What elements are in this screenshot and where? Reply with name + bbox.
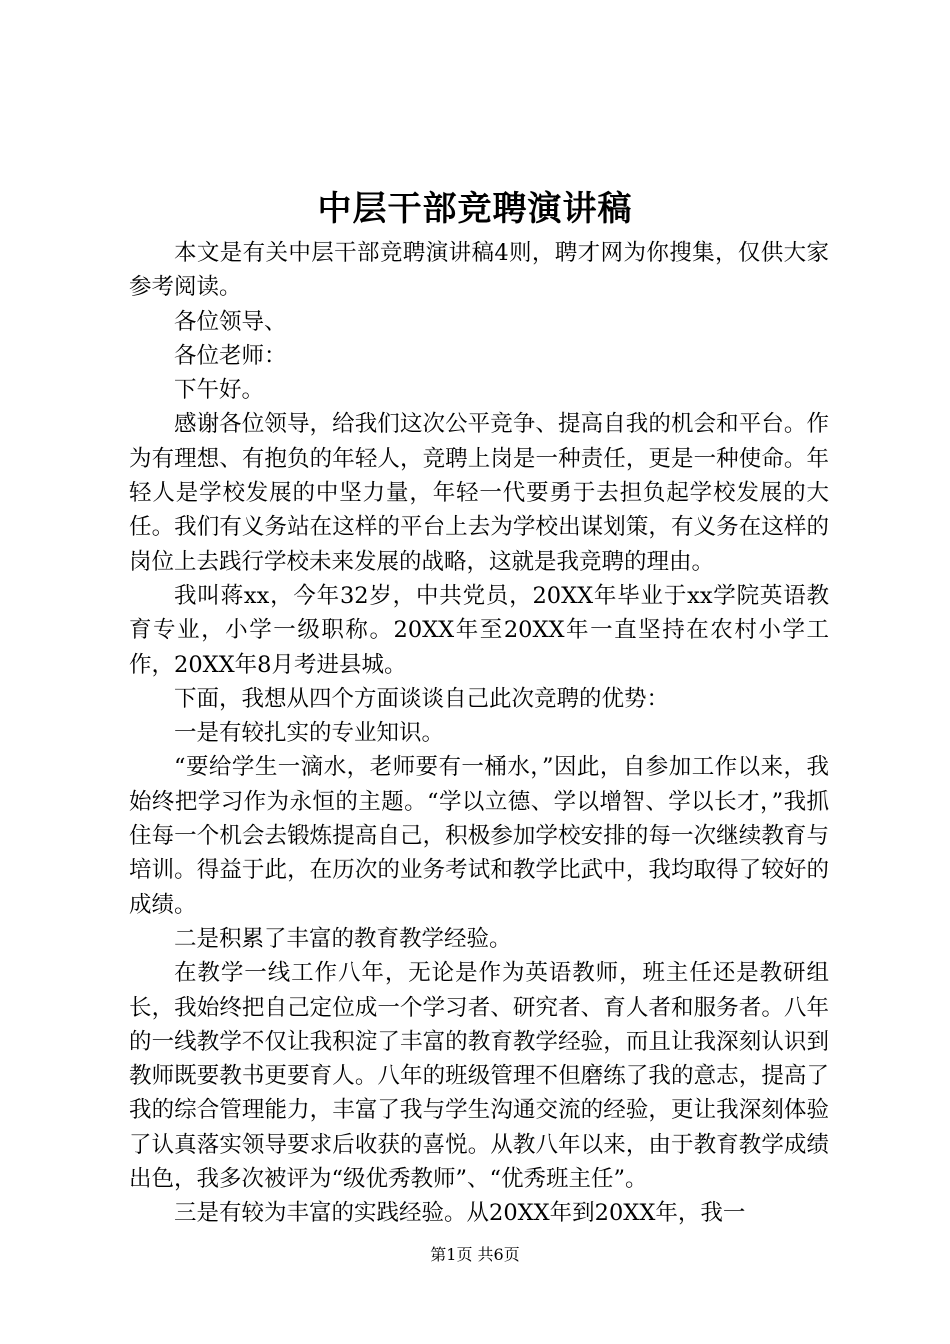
paragraph: 在教学一线工作八年，无论是作为英语教师，班主任还是教研组长，我始终把自己定位成一个学习者、研究者、育人者和服务者。八年的一线教学不仅让我积淀了丰富的教育教学经验，而且让我深刻认识到教师既要教书更要育人。八年的班级管理不但磨练了我的意志，提高了我的综合管理能力，丰富了我与学生沟通交流的经验，更让我深刻体验了认真落实领导要求后收获的喜悦。从教八年以来，由于教育教学成绩出色，我多次被评为“级优秀教师”、“优秀班主任”。: [129, 960, 829, 1193]
paragraph: 一是有较扎实的专业知识。: [174, 720, 445, 747]
paragraph: “要给学生一滴水，老师要有一桶水，”因此，自参加工作以来，我始终把学习作为永恒的主题。“学以立德、学以增智、学以长才，”我抓住每一个机会去锻炼提高自己，积极参加学校安排的每一次继续教育与培训。得益于此，在历次的业务考试和教学比武中，我均取得了较好的成绩。: [129, 754, 829, 918]
paragraph: 各位领导、: [174, 308, 287, 335]
paragraph: 下午好。: [174, 377, 265, 404]
paragraph: 感谢各位领导，给我们这次公平竞争、提高自我的机会和平台。作为有理想、有抱负的年轻人，竞聘上岗是一种责任，更是一种使命。年轻人是学校发展的中坚力量，年轻一代要勇于去担负起学校发展的大任。我们有义务站在这样的平台上去为学校出谋划策，有义务在这样的岗位上去践行学校未来发展的战略，这就是我竞聘的理由。: [129, 411, 829, 575]
paragraph: 本文是有关中层干部竞聘演讲稿4则，聘才网为你搜集，仅供大家参考阅读。: [129, 240, 829, 301]
document-body: [129, 236, 829, 1231]
page-footer: 第1页 共6页: [430, 1245, 520, 1264]
paragraph: 下面，我想从四个方面谈谈自己此次竞聘的优势：: [174, 685, 670, 712]
document-title: 中层干部竞聘演讲稿: [317, 189, 633, 229]
paragraph: 三是有较为丰富的实践经验。从20XX年到20XX年，我一: [174, 1200, 746, 1227]
paragraph: 各位老师：: [174, 342, 287, 369]
paragraph: 二是积累了丰富的教育教学经验。: [174, 925, 512, 952]
paragraph: 我叫蒋xx，今年32岁，中共党员，20XX年毕业于xx学院英语教育专业，小学一级职称。20XX年至20XX年一直坚持在农村小学工作，20XX年8月考进县城。: [129, 582, 829, 678]
